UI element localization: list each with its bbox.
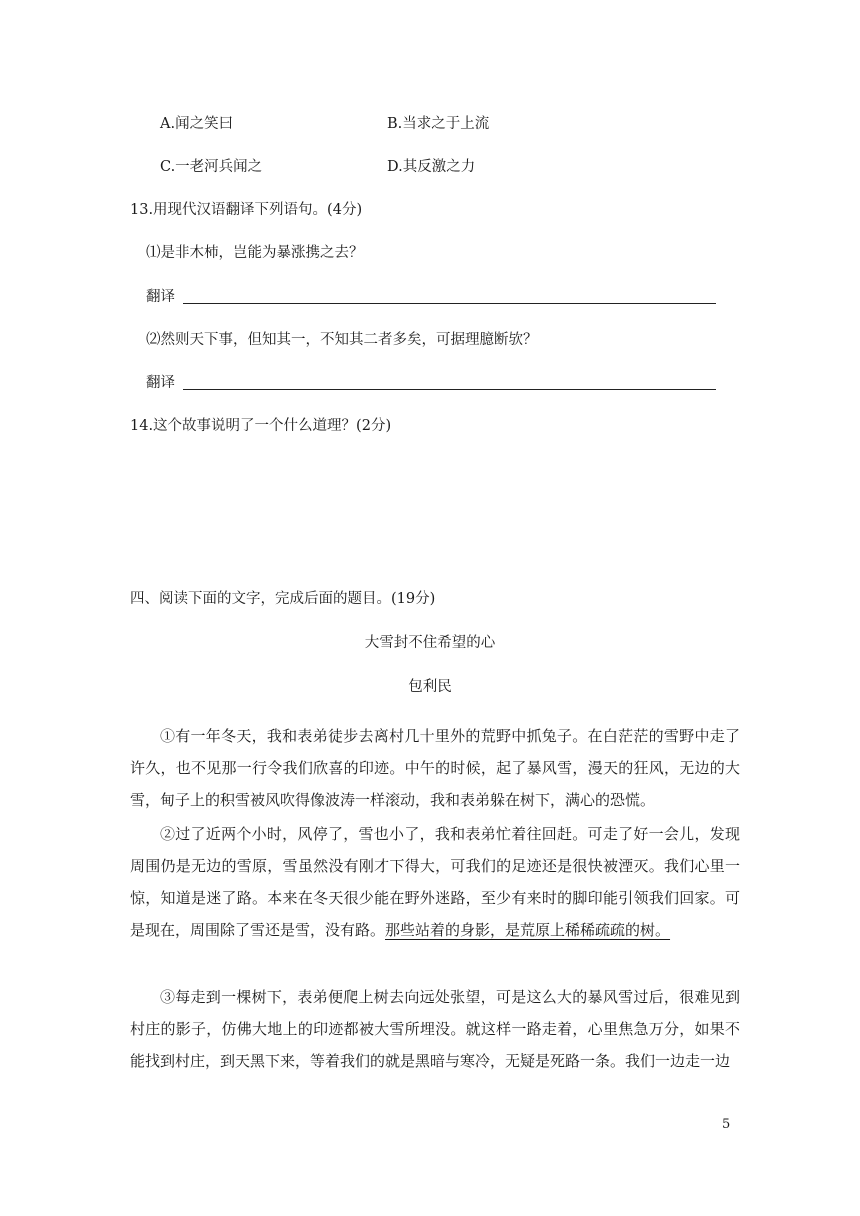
question-13-sentence-2: ⑵然则天下事，但知其一，不知其二者多矣，可据理臆断欤？ [146, 332, 538, 348]
option-b: B.当求之于上流 [387, 116, 490, 132]
article-title: 大雪封不住希望的心 [364, 635, 496, 651]
section-4-heading: 四、阅读下面的文字，完成后面的题目。(19分) [130, 591, 436, 607]
translation-label-2: 翻译 [146, 375, 175, 391]
question-13-sentence-1: ⑴是非木杮，岂能为暴涨携之去？ [146, 245, 364, 261]
question-13-title: 13.用现代汉语翻译下列语句。(4分) [130, 202, 363, 218]
option-a: A.闻之笑曰 [160, 116, 234, 132]
answer-line-1 [183, 303, 716, 304]
option-c: C.一老河兵闻之 [160, 159, 263, 175]
article-paragraph-2 [130, 818, 740, 946]
paragraph-2-text: ②过了近两个小时，风停了，雪也小了，我和表弟忙着往回赶。可走了好一会儿，发现周围仍是无边的雪原，雪虽然没有刚才下得大，可我们的足迹还是很快被湮灭。我们心里一惊，知道是迷了路。本来在冬天很少能在野外迷路，至少有来时的脚印能引领我们回家。可是现在，周围除了雪还是雪，没有路。 [130, 825, 740, 939]
question-14-title: 14.这个故事说明了一个什么道理？(2分) [130, 418, 392, 434]
article-author: 包利民 [408, 679, 452, 695]
translation-label-1: 翻译 [146, 289, 175, 305]
article-paragraph-3: ③每走到一棵树下，表弟便爬上树去向远处张望，可是这么大的暴风雪过后，很难见到村庄的影子，仿佛大地上的印迹都被大雪所埋没。就这样一路走着，心里焦急万分，如果不能找到村庄，到天黑下来，等着我们的就是黑暗与寒冷，无疑是死路一条。我们一边走一边 [130, 988, 740, 1070]
underlined-sentence: 那些站着的身影，是荒原上稀稀疏疏的树。 [385, 921, 671, 939]
option-d: D.其反激之力 [387, 159, 476, 175]
answer-line-2 [183, 389, 716, 390]
page-number: 5 [722, 1117, 731, 1132]
article-paragraph-1: ①有一年冬天，我和表弟徒步去离村几十里外的荒野中抓兔子。在白茫茫的雪野中走了许久，也不见那一行令我们欣喜的印迹。中午的时候，起了暴风雪，漫天的狂风，无边的大雪，甸子上的积雪被风吹得像波涛一样滚动，我和表弟躲在树下，满心的恐慌。 [130, 727, 740, 809]
